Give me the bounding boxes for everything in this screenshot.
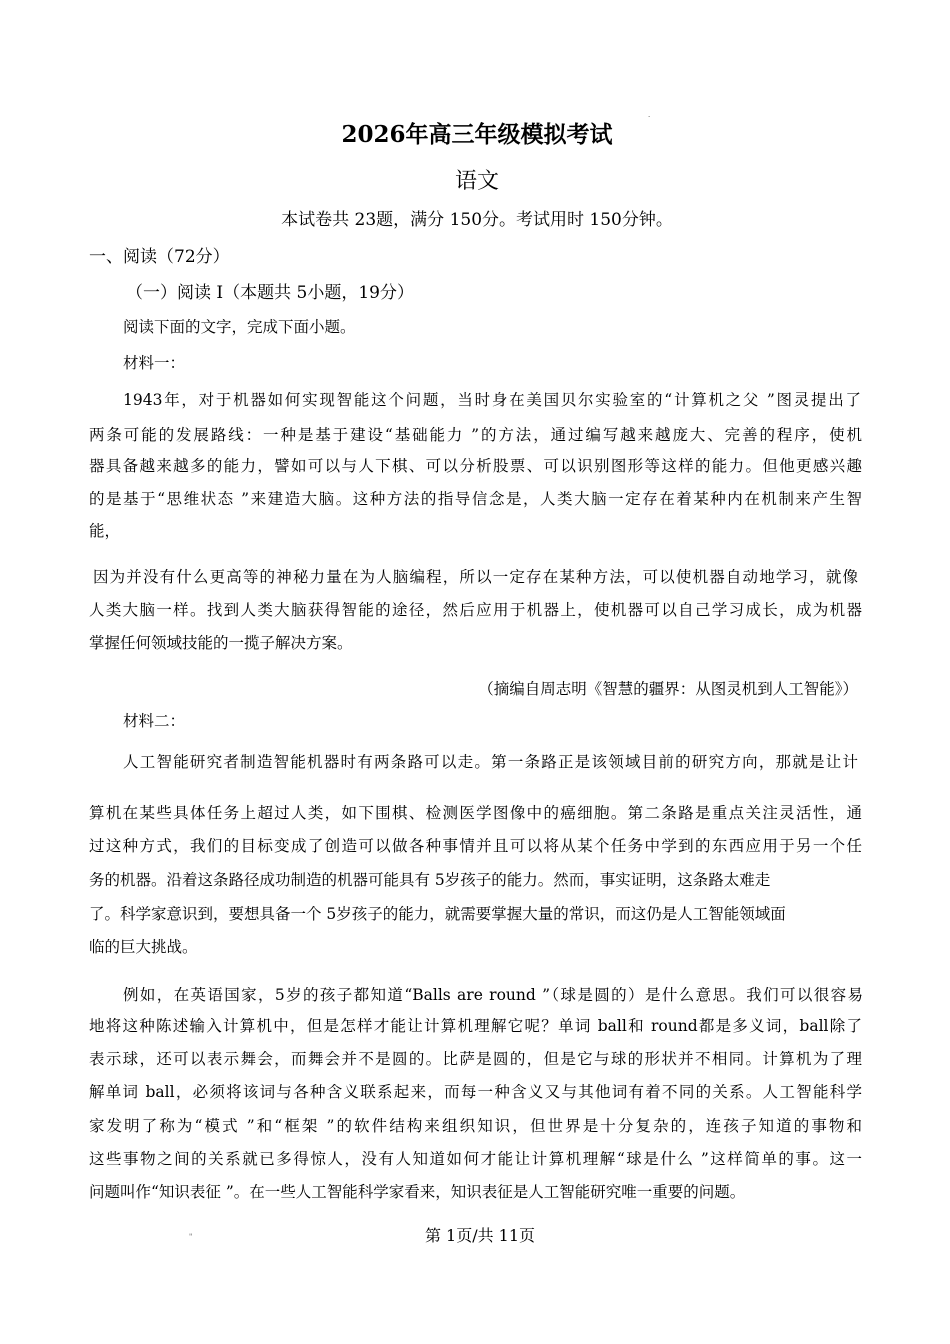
source-citation: （摘编自周志明《智慧的疆界：从图灵机到人工智能》） <box>478 680 858 698</box>
subsection-heading: （一）阅读 I（本题共 5小题，19分） <box>126 283 414 303</box>
page-footer: 第 1页/共 11页 <box>424 1226 536 1245</box>
material-two-line: 表示球，还可以表示舞会，而舞会并不是圆的。比萨是圆的，但是它与球的形状并不相同。计算机为了理 <box>89 1050 862 1068</box>
material-one-line: 两条可能的发展路线：一种是基于建设“基础能力 ”的方法，通过编写越来越庞大、完善的程序，使机 <box>89 426 862 444</box>
material-two-line: 算机在某些具体任务上超过人类，如下围棋、检测医学图像中的癌细胞。第二条路是重点关注灵活性，通 <box>89 804 862 822</box>
material-two-line: 这些事物之间的关系就已多得惊人，没有人知道如何才能让计算机理解“球是什么 ”这样简单的事。这一 <box>89 1150 862 1168</box>
material-one-line: 1943年，对于机器如何实现智能这个问题，当时身在美国贝尔实验室的“计算机之父 ”图灵提出了 <box>123 391 861 409</box>
scan-dot-mark: " <box>189 1233 193 1241</box>
material-one-line: 因为并没有什么更高等的神秘力量在为人脑编程，所以一定存在某种方法，可以使机器自动地学习，就像 <box>93 568 858 586</box>
exam-subject: 语文 <box>454 169 499 194</box>
instruction-text: 阅读下面的文字，完成下面小题。 <box>123 318 356 336</box>
section-heading: 一、阅读（72分） <box>89 247 230 267</box>
material-one-line: 的是基于“思维状态 ”来建造大脑。这种方法的指导信念是，人类大脑一定存在着某种内在机制来产生智 <box>89 490 862 508</box>
material-two-line: 务的机器。沿着这条路径成功制造的机器可能具有 5岁孩子的能力。然而，事实证明，这条路太难走 <box>89 871 771 889</box>
scan-dot-mark: · <box>648 113 651 121</box>
material-one-line: 掌握任何领域技能的一揽子解决方案。 <box>89 634 353 652</box>
material-one-label: 材料一： <box>123 354 186 372</box>
exam-title: 2026年高三年级模拟考试 <box>341 121 613 148</box>
material-one-line: 能， <box>89 522 121 540</box>
material-two-line: 解单词 ball，必须将该词与各种含义联系起来，而每一种含义又与其他词有着不同的关系。人工智能科学 <box>89 1083 862 1101</box>
material-two-line: 人工智能研究者制造智能机器时有两条路可以走。第一条路正是该领域目前的研究方向，那就是让计 <box>123 753 858 771</box>
material-two-line: 问题叫作“知识表征 ”。在一些人工智能科学家看来，知识表征是人工智能研究唯一重要的问题。 <box>89 1183 746 1201</box>
material-two-line: 过这种方式，我们的目标变成了创造可以做各种事情并且可以将从某个任务中学到的东西应用于另一个任 <box>89 837 862 855</box>
material-two-line: 家发明了称为“模式 ”和“框架 ”的软件结构来组织知识，但世界是十分复杂的，连孩子知道的事物和 <box>89 1117 862 1135</box>
material-two-line: 临的巨大挑战。 <box>89 938 198 956</box>
material-two-line: 例如，在英语国家，5岁的孩子都知道“Balls are round ”（球是圆的）是什么意思。我们可以很容易 <box>123 986 863 1004</box>
material-two-label: 材料二： <box>123 712 186 730</box>
material-one-line: 器具备越来越多的能力，譬如可以与人下棋、可以分析股票、可以识别图形等这样的能力。但他更感兴趣 <box>89 457 862 475</box>
material-two-line: 地将这种陈述输入计算机中，但是怎样才能让计算机理解它呢？单词 ball和 round都是多义词，ball除了 <box>89 1017 862 1035</box>
exam-note: 本试卷共 23题，满分 150分。考试用时 150分钟。 <box>281 210 673 230</box>
material-one-line: 人类大脑一样。找到人类大脑获得智能的途径，然后应用于机器上，使机器可以自己学习成长，成为机器 <box>89 601 862 619</box>
material-two-line: 了。科学家意识到，要想具备一个 5岁孩子的能力，就需要掌握大量的常识，而这仍是人工智能领域面 <box>89 905 786 923</box>
